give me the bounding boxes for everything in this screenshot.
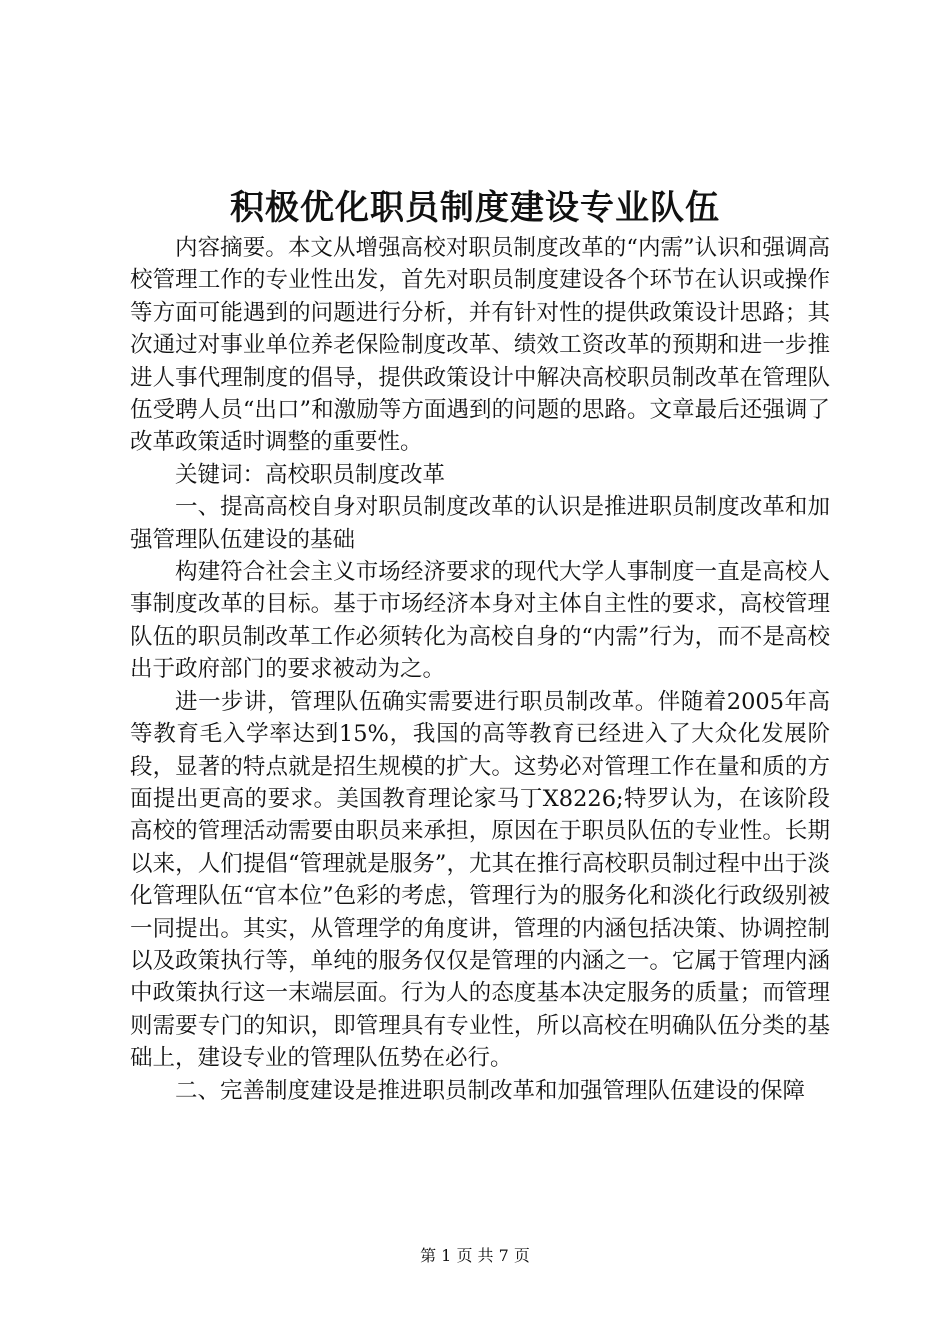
- document-body: [130, 232, 830, 1107]
- body-paragraph: 构建符合社会主义市场经济要求的现代大学人事制度一直是高校人事制度改革的目标。基于市场经济本身对主体自主性的要求，高校管理队伍的职员制改革工作必须转化为高校自身的“内需”行为，而不是高校出于政府部门的要求被动为之。: [130, 559, 830, 683]
- section-heading-2: 二、完善制度建设是推进职员制改革和加强管理队伍建设的保障: [175, 1077, 806, 1104]
- body-paragraph: 进一步讲，管理队伍确实需要进行职员制改革。伴随着2005年高等教育毛入学率达到15%，我国的高等教育已经进入了大众化发展阶段，显著的特点就是招生规模的扩大。这势必对管理工作在量和质的方面提出更高的要求。美国教育理论家马丁X8226;特罗认为，在该阶段高校的管理活动需要由职员来承担，原因在于职员队伍的专业性。长期以来，人们提倡“管理就是服务”，尤其在推行高校职员制过程中出于淡化管理队伍“官本位”色彩的考虑，管理行为的服务化和淡化行政级别被一同提出。其实，从管理学的角度讲，管理的内涵包括决策、协调控制以及政策执行等，单纯的服务仅仅是管理的内涵之一。它属于管理内涵中政策执行这一末端层面。行为人的态度基本决定服务的质量；而管理则需要专门的知识，即管理具有专业性，所以高校在明确队伍分类的基础上，建设专业的管理队伍势在必行。: [130, 688, 830, 1072]
- keywords-paragraph: 关键词：高校职员制度改革: [175, 461, 446, 488]
- document-title: 积极优化职员制度建设专业队伍: [230, 188, 720, 228]
- section-heading-1: 一、提高高校自身对职员制度改革的认识是推进职员制度改革和加强管理队伍建设的基础: [130, 494, 830, 553]
- page-footer: 第 1 页 共 7 页: [420, 1246, 530, 1265]
- abstract-paragraph: 内容摘要。本文从增强高校对职员制度改革的“内需”认识和强调高校管理工作的专业性出发，首先对职员制度建设各个环节在认识或操作等方面可能遇到的问题进行分析，并有针对性的提供政策设计思路；其次通过对事业单位养老保险制度改革、绩效工资改革的预期和进一步推进人事代理制度的倡导，提供政策设计中解决高校职员制改革在管理队伍受聘人员“出口”和激励等方面遇到的问题的思路。文章最后还强调了改革政策适时调整的重要性。: [130, 235, 830, 456]
